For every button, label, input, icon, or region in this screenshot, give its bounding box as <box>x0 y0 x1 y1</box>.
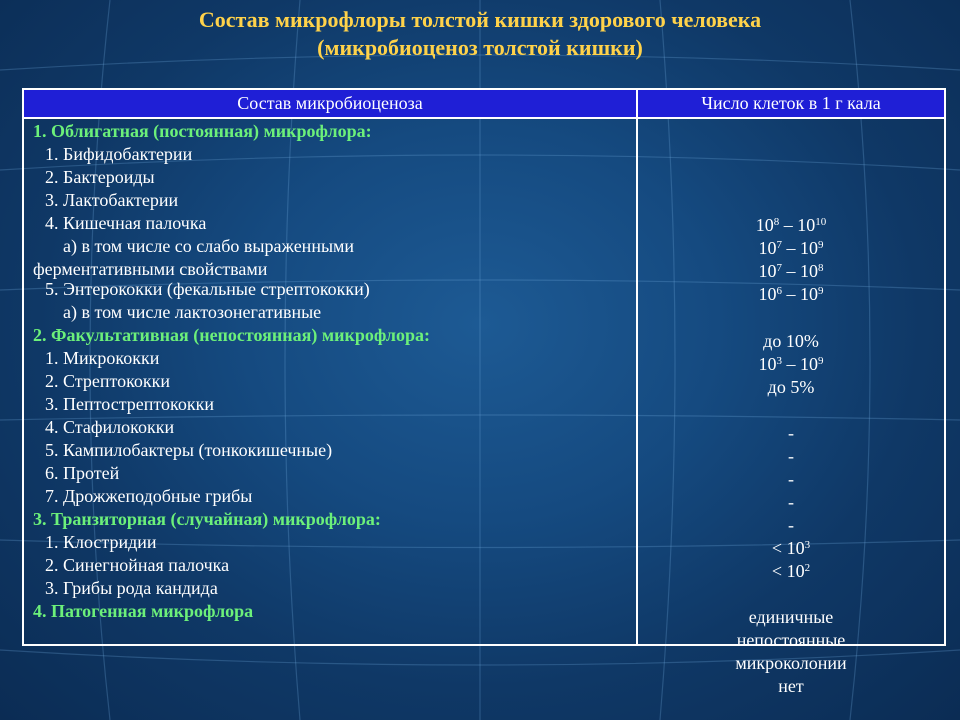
list-item: 3. Грибы рода кандида <box>45 578 218 598</box>
header-composition: Состав микробиоценоза <box>237 93 423 113</box>
exponent: 9 <box>818 239 824 251</box>
exponent: 6 <box>776 285 782 297</box>
cell-count-value <box>638 606 944 629</box>
value-text: 10 <box>800 354 818 374</box>
value-text: – <box>782 238 800 258</box>
value-text: - <box>788 492 794 512</box>
list-item: 1. Микрококки <box>45 348 160 368</box>
value-text: - <box>788 469 794 489</box>
list-item: 1. Клостридии <box>45 532 157 552</box>
value-text: 10 <box>800 284 818 304</box>
value-text: < <box>771 538 787 558</box>
cell-count-value <box>638 376 944 399</box>
cell-count-value <box>638 353 944 376</box>
cell-count-value <box>638 629 944 652</box>
title-line-1: Состав микрофлоры толстой кишки здорового человека <box>198 7 762 32</box>
cell-count-value <box>638 537 944 560</box>
list-item: а) в том числе лактозонегативные <box>63 302 322 322</box>
list-item: а) в том числе со слабо выраженными <box>63 236 355 256</box>
list-item: 5. Энтерококки (фекальные стрептококки) <box>45 279 370 299</box>
value-text: микроколонии <box>735 653 847 673</box>
value-text: нет <box>778 676 804 696</box>
value-text: 10 <box>758 238 777 258</box>
list-item: 1. Бифидобактерии <box>45 144 193 164</box>
composition-column <box>33 120 633 623</box>
value-text: – <box>782 354 800 374</box>
value-text: до 5% <box>767 377 815 397</box>
value-text: 10 <box>755 215 774 235</box>
value-text: единичные <box>748 607 834 627</box>
list-item: 2. Синегнойная палочка <box>45 555 230 575</box>
list-item: 2. Бактероиды <box>45 167 155 187</box>
value-text: – <box>782 284 800 304</box>
exponent: 3 <box>804 539 811 551</box>
value-text: - <box>788 515 794 535</box>
list-item: 3. Лактобактерии <box>45 190 179 210</box>
cell-count-value <box>638 330 944 353</box>
value-text: – <box>782 261 800 281</box>
exponent: 8 <box>818 262 824 274</box>
category-heading: 2. Факультативная (непостоянная) микрофлора: <box>33 325 431 345</box>
value-text: 10 <box>797 215 816 235</box>
cell-count-value <box>638 514 944 537</box>
category-heading: 1. Облигатная (постоянная) микрофлора: <box>33 121 372 141</box>
exponent: 2 <box>804 562 811 574</box>
exponent: 9 <box>818 355 824 367</box>
exponent: 9 <box>818 285 824 297</box>
value-text: – <box>779 215 798 235</box>
value-text: 10 <box>800 238 818 258</box>
value-text: до 10% <box>763 331 819 351</box>
exponent: 3 <box>776 355 782 367</box>
cell-count-value <box>638 422 944 445</box>
list-item: 3. Пептострептококки <box>45 394 214 414</box>
microflora-table <box>22 88 946 696</box>
list-item: 5. Кампилобактеры (тонкокишечные) <box>45 440 333 460</box>
value-text: 10 <box>786 561 805 581</box>
cell-count-value <box>638 560 944 583</box>
list-item: 6. Протей <box>45 463 120 483</box>
header-cell-count: Число клеток в 1 г кала <box>701 93 881 113</box>
value-text: 10 <box>786 538 805 558</box>
cell-count-value <box>638 283 944 306</box>
value-text: - <box>788 423 794 443</box>
exponent: 7 <box>776 239 782 251</box>
value-text: непостоянные <box>736 630 846 650</box>
cell-count-value <box>638 675 944 698</box>
exponent: 8 <box>773 216 780 228</box>
category-heading: 3. Транзиторная (случайная) микрофлора: <box>33 509 381 529</box>
cell-count-value <box>638 445 944 468</box>
cell-count-value <box>638 260 944 283</box>
category-heading: 4. Патогенная микрофлора <box>33 601 254 621</box>
table-header <box>24 90 944 119</box>
value-text: 10 <box>758 354 777 374</box>
exponent: 10 <box>815 216 827 228</box>
slide-title <box>0 6 960 62</box>
cell-count-value <box>638 214 944 237</box>
list-item: 7. Дрожжеподобные грибы <box>45 486 253 506</box>
list-item: 2. Стрептококки <box>45 371 171 391</box>
list-item: 4. Стафилококки <box>45 417 175 437</box>
cell-count-value <box>638 468 944 491</box>
cell-count-value <box>638 237 944 260</box>
value-text: - <box>788 446 794 466</box>
value-text: < <box>771 561 787 581</box>
value-text: 10 <box>758 284 777 304</box>
exponent: 7 <box>776 262 782 274</box>
value-text: 10 <box>758 261 777 281</box>
value-text: 10 <box>800 261 818 281</box>
title-line-2: (микробиоценоз толстой кишки) <box>317 35 643 60</box>
cell-count-value <box>638 491 944 514</box>
list-item: ферментативными свойствами <box>33 259 268 279</box>
cell-count-value <box>638 652 944 675</box>
list-item: 4. Кишечная палочка <box>45 213 207 233</box>
